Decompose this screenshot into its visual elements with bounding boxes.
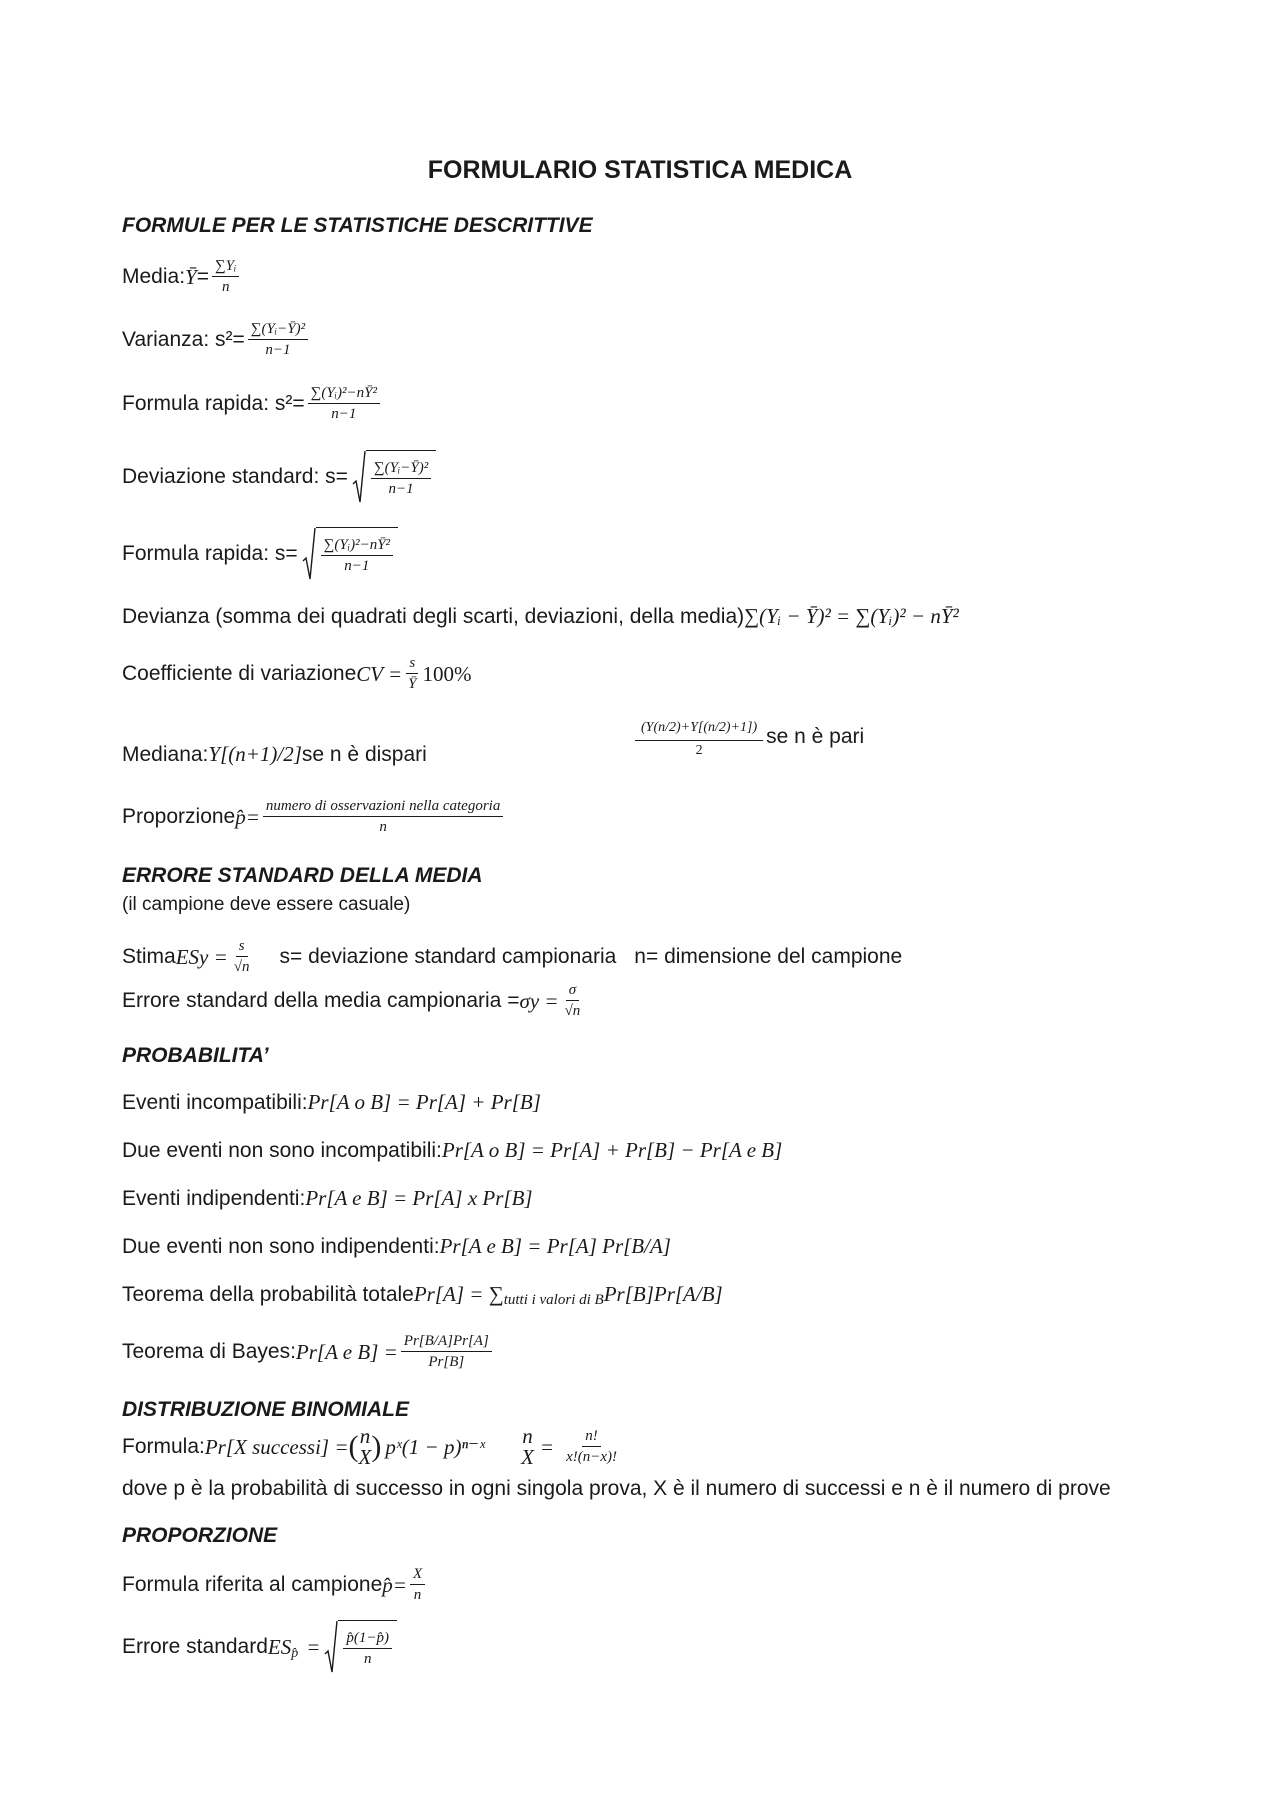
formula-non-incompatibili: Due eventi non sono incompatibili: Pr[A o B] = Pr[A] + Pr[B] − Pr[A e B]	[122, 1138, 783, 1162]
section-heading-binomiale: DISTRIBUZIONE BINOMIALE	[122, 1398, 409, 1421]
label-media: Media:	[122, 265, 186, 289]
formula-probabilita-totale: Teorema della probabilità totale Pr[A] = ∑ tutti i valori di B Pr[B]Pr[A/B]	[122, 1282, 723, 1308]
fraction-varianza: $\frac{\text{∑(Yᵢ−Ȳ)²}}{n-1}$	[248, 321, 308, 360]
formula-devianza: Devianza (somma dei quadrati degli scarti, deviazioni, della media) ∑(Yᵢ − Ȳ)² = ∑(Yᵢ)² − nȲ²	[122, 604, 959, 628]
formula-coefficiente-variazione: Coefficiente di variazione CV = $\frac{s}{Ȳ}$ 100%	[122, 655, 472, 693]
formula-stima-es: Stima ESy = $\frac{s}{√n}$ s= deviazione standard campionaria n= dimensione del campione	[122, 938, 903, 976]
label-proporzione: Proporzione	[122, 805, 236, 829]
formula-errore-media-campionaria: Errore standard della media campionaria = σy = $\frac{\sigma}{√n}$	[122, 982, 581, 1020]
sqrt-rapida-sd: $\frac{\text{∑(Yᵢ)²−nȲ²}}{n-1}$	[302, 527, 398, 581]
label-coeff-variazione: Coefficiente di variazione	[122, 662, 357, 686]
sqrt-errore-proporzione: $\frac{p̂(1-p̂)}{n}$	[324, 1620, 397, 1674]
formula-mediana-dispari: Mediana: Y[(n+1)/2] se n è dispari	[122, 742, 427, 766]
formula-binomiale: Formula: Pr[X successi] = ( n X ) pˣ(1 − p)ⁿ⁻ˣ n X = $\frac{n!}{x!(n-x)!}$	[122, 1424, 617, 1469]
section-heading-descrittive: FORMULE PER LE STATISTICHE DESCRITTIVE	[122, 214, 593, 237]
label-varianza: Varianza: s²=	[122, 328, 245, 352]
formula-errore-standard-proporzione: Errore standard ES p̂ = $\frac{p̂(1-p̂)}{n}$	[122, 1620, 397, 1674]
fraction-rapida-var: $\frac{\text{∑(Yᵢ)²−nȲ²}}{n-1}$	[308, 385, 380, 424]
sqrt-deviazione: $\frac{\text{∑(Yᵢ−Ȳ)²}}{n-1}$	[352, 450, 436, 504]
formula-eventi-incompatibili: Eventi incompatibili: Pr[A o B] = Pr[A] + Pr[B]	[122, 1090, 541, 1114]
fraction-media: $\frac{\text{∑Yᵢ}}{n}$	[212, 258, 239, 297]
formula-rapida-varianza	[122, 385, 383, 424]
formula-deviazione-standard	[122, 450, 436, 504]
formula-eventi-indipendenti: Eventi indipendenti: Pr[A e B] = Pr[A] x Pr[B]	[122, 1186, 533, 1210]
label-deviazione-standard: Deviazione standard: s=	[122, 465, 348, 488]
formula-media: Media: Ȳ = $\frac{\text{∑Yᵢ}}{n}$	[122, 258, 242, 297]
page-title: FORMULARIO STATISTICA MEDICA	[427, 156, 853, 184]
formula-rapida-sd	[122, 527, 398, 581]
label-formula-rapida-var: Formula rapida: s²=	[122, 392, 305, 416]
formula-mediana-pari: $\frac{(Y(n/2)+Y[(n/2)+1])}{2}$ se n è pari	[632, 714, 864, 759]
formula-proporzione-campione: Formula riferita al campione p̂= $\frac{X}{n}$	[122, 1566, 428, 1605]
formula-bayes: Teorema di Bayes: Pr[A e B] = $\frac{Pr[B/A]Pr[A]}{Pr[B]}$	[122, 1333, 495, 1372]
formula-proporzione-descrittiva: Proporzione p̂= $\frac{\text{numero di osservazioni nella categoria}}{n}$	[122, 798, 506, 837]
note-campione-casuale: (il campione deve essere casuale)	[122, 894, 411, 915]
label-mediana: Mediana:	[122, 742, 209, 766]
label-devianza: Devianza (somma dei quadrati degli scarti, deviazioni, della media)	[122, 604, 745, 628]
section-heading-probabilita: PROBABILITA’	[122, 1044, 269, 1067]
section-heading-errore-standard: ERRORE STANDARD DELLA MEDIA	[122, 864, 483, 887]
formula-varianza	[122, 321, 311, 360]
label-formula-rapida-sd: Formula rapida: s=	[122, 542, 298, 565]
binomiale-note: dove p è la probabilità di successo in ogni singola prova, X è il numero di successi e n è il numero di prove	[122, 1477, 1111, 1500]
section-heading-proporzione: PROPORZIONE	[122, 1524, 278, 1547]
formula-non-indipendenti: Due eventi non sono indipendenti: Pr[A e B] = Pr[A] Pr[B/A]	[122, 1234, 671, 1258]
